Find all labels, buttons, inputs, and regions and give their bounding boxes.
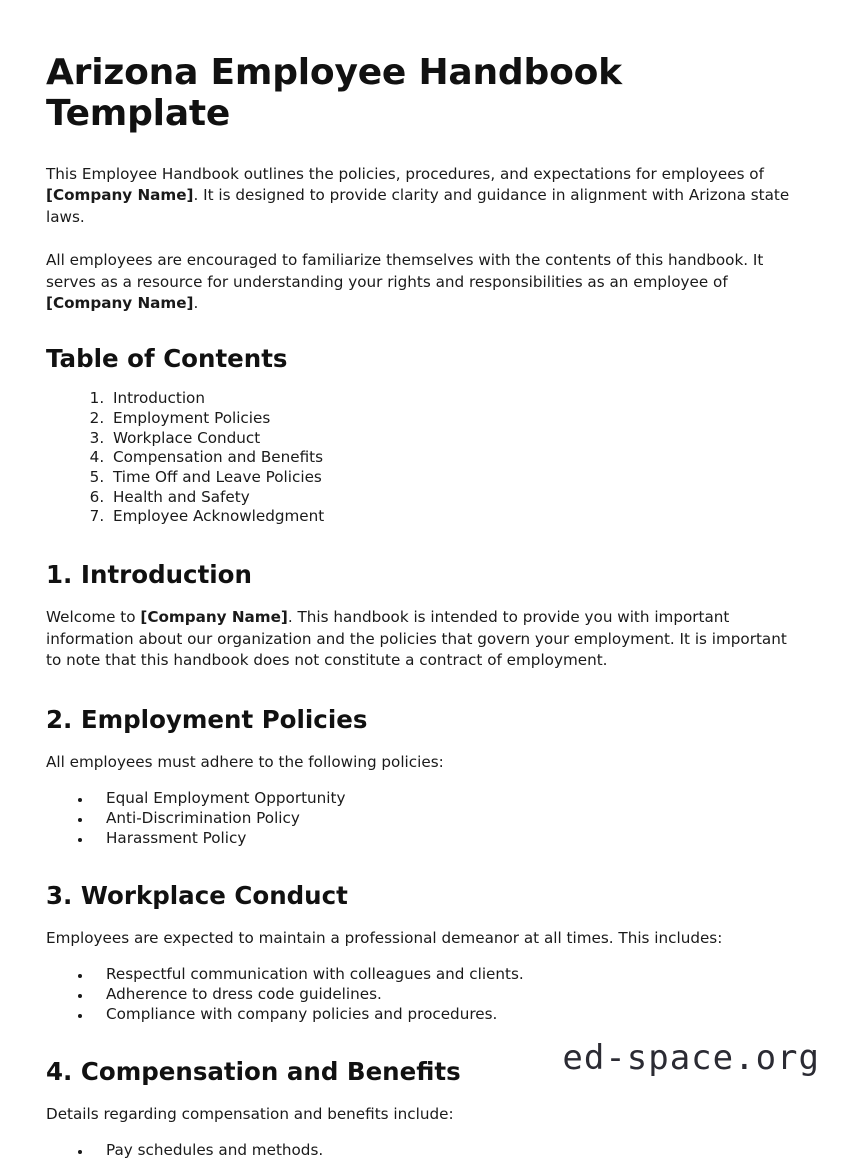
- workplace-conduct-list: [46, 964, 798, 1024]
- list-item: • Adherence to dress code guidelines.: [92, 984, 798, 1004]
- list-item: • Equal Employment Opportunity: [92, 788, 798, 808]
- section-paragraph-introduction: [46, 607, 791, 672]
- list-item: 1. Introduction: [109, 389, 798, 409]
- table-of-contents-heading: Table of Contents: [46, 343, 288, 373]
- section-heading-workplace-conduct: 3. Workplace Conduct: [46, 880, 348, 910]
- intro-paragraph-2: [46, 250, 791, 315]
- compensation-benefits-list: [46, 1140, 798, 1160]
- watermark: ed-space.org: [562, 1038, 820, 1078]
- intro-paragraph-1: [46, 164, 791, 229]
- intro-paragraph-1-company-placeholder: [Company Name]: [46, 186, 194, 205]
- list-item: 5. Time Off and Leave Policies: [109, 468, 798, 488]
- list-item: • Pay schedules and methods.: [92, 1140, 798, 1160]
- list-item: • Compliance with company policies and procedures.: [92, 1004, 798, 1024]
- section-paragraph-compensation-and-benefits: [46, 1104, 791, 1126]
- section-paragraph-workplace-conduct: [46, 928, 791, 950]
- section-2-text: All employees must adhere to the following policies:: [46, 753, 444, 772]
- list-item: 7. Employee Acknowledgment: [109, 507, 798, 527]
- section-1-text-after: . This handbook is intended to provide you with important information about our organization and the policies that govern your employment. It is important to note that this handbook does not constitute a contract of employment.: [46, 608, 787, 670]
- section-1-company-placeholder: [Company Name]: [140, 608, 288, 627]
- list-item: 2. Employment Policies: [109, 409, 798, 429]
- section-paragraph-employment-policies: [46, 752, 791, 774]
- section-heading-employment-policies: 2. Employment Policies: [46, 704, 368, 734]
- list-item: • Anti-Discrimination Policy: [92, 808, 798, 828]
- intro-paragraph-2-text-after: .: [193, 294, 199, 313]
- intro-paragraph-1-text-before: This Employee Handbook outlines the policies, procedures, and expectations for employees of: [46, 164, 764, 183]
- section-heading-introduction: 1. Introduction: [46, 560, 252, 590]
- list-item: 6. Health and Safety: [109, 488, 798, 508]
- list-item: • Respectful communication with colleagues and clients.: [92, 964, 798, 984]
- employment-policies-list: [46, 788, 798, 848]
- intro-paragraph-2-text-before: All employees are encouraged to familiarize themselves with the contents of this handbook. It serves as a resource for understanding your rights and responsibilities as an employee of: [46, 251, 764, 291]
- page-title: Arizona Employee Handbook Template: [46, 52, 622, 135]
- section-heading-compensation-and-benefits: 4. Compensation and Benefits: [46, 1056, 461, 1086]
- section-1-text-before: Welcome to: [46, 608, 141, 627]
- section-3-text: Employees are expected to maintain a professional demeanor at all times. This includes:: [46, 929, 723, 948]
- list-item: 3. Workplace Conduct: [109, 429, 798, 449]
- table-of-contents-list: [46, 389, 798, 527]
- list-item: 4. Compensation and Benefits: [109, 448, 798, 468]
- intro-paragraph-1-text-after: . It is designed to provide clarity and guidance in alignment with Arizona state laws.: [46, 186, 790, 226]
- intro-paragraph-2-company-placeholder: [Company Name]: [46, 294, 194, 313]
- section-4-text: Details regarding compensation and benefits include:: [46, 1105, 454, 1124]
- list-item: • Harassment Policy: [92, 828, 798, 848]
